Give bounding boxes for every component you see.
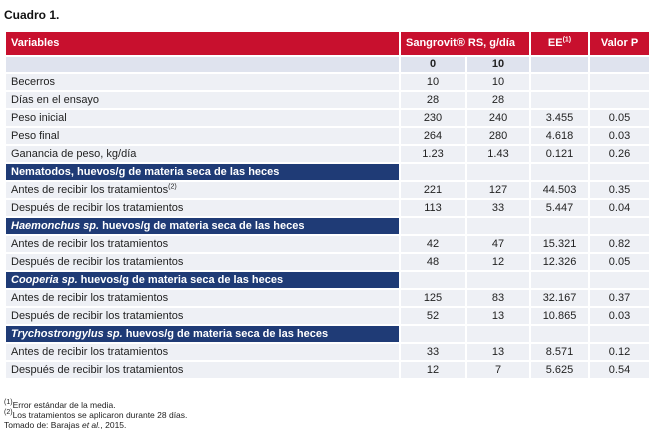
value-dose-10: 10 [467, 74, 529, 90]
value-pvalue: 0.04 [590, 200, 649, 216]
table-row [6, 290, 649, 306]
value-ee: 5.447 [531, 200, 588, 216]
row-label [6, 74, 399, 90]
section-blank-cell [590, 218, 649, 234]
section-title-text: Nematodos, huevos/g de materia seca de las heces [11, 166, 280, 178]
row-label [6, 308, 399, 324]
header-ee-sup: (1) [562, 36, 572, 44]
row-label-text: Antes de recibir los tratamientos [11, 238, 169, 250]
value-dose-0: 42 [401, 236, 465, 252]
value-ee [531, 74, 588, 90]
table-row [6, 92, 649, 108]
footnote-1: $^{(1)}$Error estándar de la media. [4, 399, 116, 410]
dose-header-blank [531, 57, 588, 72]
row-label [6, 110, 399, 126]
value-dose-0: 125 [401, 290, 465, 306]
value-dose-10: 127 [467, 182, 529, 198]
section-blank-cell [467, 218, 529, 234]
row-label [6, 344, 399, 360]
section-blank-cell [590, 164, 649, 180]
value-dose-0: 113 [401, 200, 465, 216]
value-dose-10: 240 [467, 110, 529, 126]
header-dose-10: 10 [467, 57, 529, 72]
table-row [6, 128, 649, 144]
row-label [6, 362, 399, 378]
section-title [6, 164, 399, 180]
header-variables: Variables [6, 32, 399, 55]
source-note: Tomado de: Barajas et al., 2015. [4, 420, 127, 430]
value-ee: 3.455 [531, 110, 588, 126]
section-blank-cell [531, 272, 588, 288]
value-dose-0: 10 [401, 74, 465, 90]
value-dose-10: 7 [467, 362, 529, 378]
value-ee: 0.121 [531, 146, 588, 162]
dose-header-blank [6, 57, 399, 72]
row-label-text: Días en el ensayo [11, 94, 100, 106]
row-label [6, 254, 399, 270]
row-label-text: Becerros [11, 76, 56, 88]
section-title [6, 218, 399, 234]
value-ee: 10.865 [531, 308, 588, 324]
value-pvalue: 0.26 [590, 146, 649, 162]
row-label [6, 146, 399, 162]
section-blank-cell [467, 326, 529, 342]
value-dose-0: 221 [401, 182, 465, 198]
value-pvalue: 0.12 [590, 344, 649, 360]
value-dose-10: 47 [467, 236, 529, 252]
value-ee: 4.618 [531, 128, 588, 144]
table-row [6, 74, 649, 90]
value-ee: 44.503 [531, 182, 588, 198]
section-blank-cell [401, 164, 465, 180]
section-header-row [6, 164, 649, 180]
section-title-taxon: Trychostrongylus sp. [11, 328, 123, 340]
header-ee: EE$^{(1)}$ [531, 32, 588, 55]
table-caption: Cuadro 1. [4, 8, 60, 22]
row-label-text: Después de recibir los tratamientos [11, 202, 184, 214]
table-row [6, 146, 649, 162]
value-dose-0: 52 [401, 308, 465, 324]
header-dose-0: 0 [401, 57, 465, 72]
value-pvalue: 0.35 [590, 182, 649, 198]
header-pvalue: Valor P [590, 32, 649, 55]
footnotes [4, 400, 187, 430]
value-dose-10: 13 [467, 308, 529, 324]
value-ee: 32.167 [531, 290, 588, 306]
row-label [6, 128, 399, 144]
section-blank-cell [401, 218, 465, 234]
value-pvalue [590, 92, 649, 108]
table-row [6, 308, 649, 324]
section-title [6, 272, 399, 288]
row-label [6, 236, 399, 252]
section-title-text: huevos/g de materia seca de las heces [99, 220, 305, 232]
row-label-text: Peso final [11, 130, 60, 142]
table-row [6, 110, 649, 126]
table-row [6, 200, 649, 216]
table-row [6, 254, 649, 270]
row-label-text: Antes de recibir los tratamientos [11, 292, 169, 304]
section-title-taxon: Cooperia sp. [11, 274, 78, 286]
section-title-taxon: Haemonchus sp. [11, 220, 100, 232]
value-dose-0: 230 [401, 110, 465, 126]
row-label-text: Peso inicial [11, 112, 67, 124]
value-dose-0: 1.23 [401, 146, 465, 162]
value-dose-0: 12 [401, 362, 465, 378]
value-ee: 8.571 [531, 344, 588, 360]
value-pvalue: 0.05 [590, 254, 649, 270]
value-ee: 15.321 [531, 236, 588, 252]
section-blank-cell [531, 164, 588, 180]
value-dose-10: 280 [467, 128, 529, 144]
section-blank-cell [401, 272, 465, 288]
value-pvalue: 0.82 [590, 236, 649, 252]
footnote-2: $^{(2)}$Los tratamientos se aplicaron durante 28 días. [4, 409, 188, 420]
section-blank-cell [531, 326, 588, 342]
value-pvalue [590, 74, 649, 90]
table-header-row [6, 32, 649, 55]
row-label [6, 290, 399, 306]
value-dose-0: 264 [401, 128, 465, 144]
value-dose-10: 12 [467, 254, 529, 270]
value-dose-10: 33 [467, 200, 529, 216]
value-dose-10: 28 [467, 92, 529, 108]
section-blank-cell [467, 272, 529, 288]
row-label-text: Antes de recibir los tratamientos [11, 346, 169, 358]
value-ee [531, 92, 588, 108]
value-pvalue: 0.03 [590, 128, 649, 144]
row-label-text: Después de recibir los tratamientos [11, 310, 184, 322]
value-dose-10: 13 [467, 344, 529, 360]
value-dose-0: 28 [401, 92, 465, 108]
row-label-text: Después de recibir los tratamientos [11, 364, 184, 376]
section-header-row [6, 326, 649, 342]
table-row [6, 236, 649, 252]
row-label-text: Después de recibir los tratamientos [11, 256, 184, 268]
row-label [6, 200, 399, 216]
header-treatment: Sangrovit® RS, g/día [401, 32, 529, 55]
section-blank-cell [531, 218, 588, 234]
results-table [4, 30, 650, 380]
table-row [6, 182, 649, 198]
value-dose-10: 1.43 [467, 146, 529, 162]
value-pvalue: 0.03 [590, 308, 649, 324]
table-row [6, 362, 649, 378]
dose-header-row [6, 57, 649, 72]
section-blank-cell [401, 326, 465, 342]
dose-header-blank [590, 57, 649, 72]
row-label [6, 92, 399, 108]
section-title-text: huevos/g de materia seca de las heces [77, 274, 284, 286]
value-ee: 5.625 [531, 362, 588, 378]
row-label [6, 182, 399, 198]
row-label-sup: (2) [168, 183, 177, 191]
section-blank-cell [590, 326, 649, 342]
table-row [6, 344, 649, 360]
value-pvalue: 0.54 [590, 362, 649, 378]
section-header-row [6, 218, 649, 234]
value-dose-10: 83 [467, 290, 529, 306]
value-ee: 12.326 [531, 254, 588, 270]
section-title [6, 326, 399, 342]
section-blank-cell [590, 272, 649, 288]
section-title-text: huevos/g de materia seca de las heces [122, 328, 329, 340]
value-pvalue: 0.05 [590, 110, 649, 126]
row-label-text: Ganancia de peso, kg/día [11, 148, 137, 160]
value-dose-0: 48 [401, 254, 465, 270]
value-dose-0: 33 [401, 344, 465, 360]
row-label-text: Antes de recibir los tratamientos [11, 184, 169, 196]
section-blank-cell [467, 164, 529, 180]
section-header-row [6, 272, 649, 288]
value-pvalue: 0.37 [590, 290, 649, 306]
